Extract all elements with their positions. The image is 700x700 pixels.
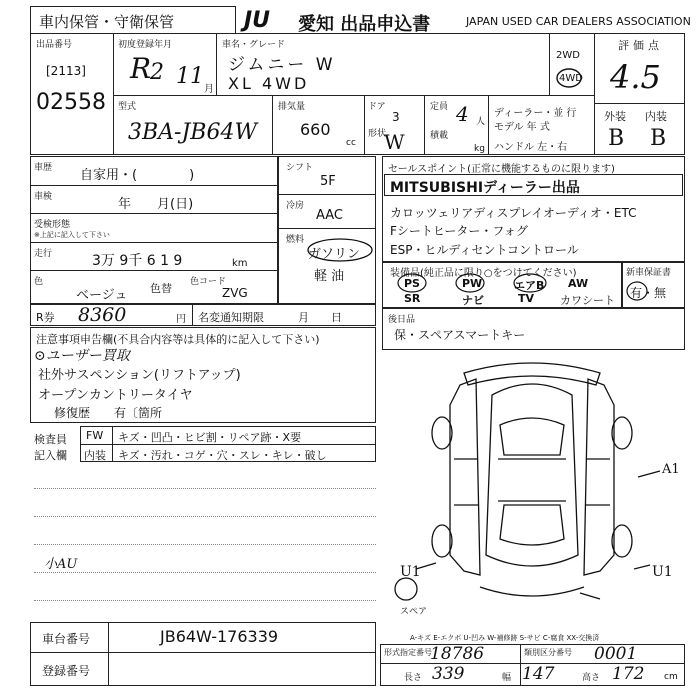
displacement-label: 排気量 — [278, 102, 306, 112]
fuel-value: ガソリン — [308, 247, 361, 262]
color-change: 色替 — [150, 282, 172, 295]
registration-label: 登録番号 — [42, 664, 91, 678]
capacity-value: 4 — [456, 102, 469, 126]
equip-aw: AW — [568, 277, 589, 290]
class-label: 類別区分番号 — [524, 648, 572, 657]
inspector-label-2: 記入欄 — [34, 449, 67, 462]
fuel-other: 軽 油 — [314, 269, 345, 284]
notes-line-1: 社外サスペンション(リフトアップ) — [38, 368, 241, 383]
inspection-value: 年 月(日) — [118, 197, 194, 212]
fuel-label: 燃料 — [286, 235, 305, 245]
equipment-label: 装備品(純正品に限り○をつけてください) — [390, 268, 577, 279]
name-change-unit: 月 日 — [298, 311, 342, 324]
score-value: 4.5 — [610, 58, 661, 96]
inspector-label-1: 検査員 — [34, 433, 67, 446]
equip-seat: カワシート — [560, 294, 615, 307]
warranty-label: 新車保証書 — [626, 268, 672, 278]
score-ext: B — [608, 126, 625, 151]
color-code-label: 色コード — [190, 277, 227, 287]
model-label: 車名・グレード — [222, 40, 286, 50]
shape-value: W — [384, 130, 405, 154]
selling-point-2: カロッツェリアディスプレイオーディオ・ETC — [390, 206, 637, 220]
score-label: 評価点 — [618, 39, 663, 52]
equip-circles — [394, 272, 564, 294]
mileage-label: 走行 — [34, 249, 53, 259]
selling-point-1: MITSUBISHIディーラー出品 — [390, 180, 580, 196]
spec-value: 18786 — [430, 644, 485, 664]
length-label: 長さ — [404, 673, 423, 683]
equip-tv: TV — [518, 292, 535, 305]
damage-legend: A-キズ E-エクボ U-凹み W-補修跡 S-サビ C-腐食 XX-交換済 — [410, 634, 600, 642]
recycle-unit: 円 — [176, 314, 186, 325]
equip-ps: PS — [404, 277, 420, 290]
chassis-value: JB64W-176339 — [160, 627, 279, 646]
mileage-value: 3万 9千 6 1 9 — [92, 253, 183, 269]
repair-value: 有〔箇所 — [114, 406, 163, 420]
mileage-unit: km — [232, 258, 248, 269]
notes-line-2: オープンカントリータイヤ — [38, 388, 193, 403]
inspector-row1-tag: FW — [86, 429, 104, 442]
diagram-handnote: 小AU — [44, 557, 78, 572]
car-diagram — [380, 355, 685, 615]
type-label: 型式 — [118, 102, 137, 112]
equip-navi: ナビ — [462, 294, 484, 307]
equip-airb: エアB — [514, 279, 545, 292]
inspector-row2-tag: 内装 — [84, 449, 106, 462]
name-change-label: 名変通知期限 — [198, 311, 264, 324]
mark-u1-left: U1 — [400, 564, 421, 580]
doors-value: 3 — [392, 110, 400, 124]
attached-label: 後日品 — [388, 315, 416, 325]
dims-unit: cm — [664, 672, 678, 682]
doors-label: ドア — [368, 102, 386, 112]
drive-4wd-circle — [554, 66, 584, 90]
storage-label: 車内保管・守衛保管 — [39, 13, 175, 31]
shape-label: 形状 — [368, 129, 387, 139]
height-value: 172 — [612, 664, 645, 684]
model-name: ジムニー W — [228, 55, 336, 75]
height-label: 高さ — [582, 673, 601, 683]
equip-pw: PW — [462, 277, 483, 290]
warranty-circle — [624, 280, 650, 302]
width-value: 147 — [522, 664, 555, 684]
inspector-row1-items: キズ・凹凸・ヒビ割・リペア跡・X要 — [118, 431, 302, 444]
drive-4wd: 4WD — [559, 73, 583, 84]
load-label: 積載 — [430, 131, 449, 141]
shift-value: 5F — [320, 174, 336, 189]
chassis-label: 車台番号 — [42, 632, 91, 646]
color-code: ZVG — [222, 286, 248, 300]
form-title: 愛知 出品申込書 — [298, 14, 431, 35]
first-reg-label: 初度登録年月 — [118, 40, 173, 50]
first-reg-year: 2 — [150, 60, 164, 85]
inspector-row2-items: キズ・汚れ・コゲ・穴・スレ・キレ・破し — [118, 449, 327, 462]
storage-box — [30, 6, 236, 34]
displacement-value: 660 — [300, 120, 331, 139]
length-value: 339 — [432, 664, 465, 684]
notes-handwritten: ⊙ユーザー買取 — [34, 348, 130, 364]
class-value: 0001 — [594, 644, 638, 664]
warranty-value: 有・無 — [630, 286, 667, 300]
logo-text: JU — [244, 8, 271, 33]
selling-point-4: ESP・ヒルディセントコントロール — [390, 243, 579, 257]
history-label: 車歴 — [34, 163, 53, 173]
dealer-line3: ハンドル 左・右 — [494, 142, 568, 153]
width-label: 幅 — [502, 673, 512, 683]
ac-label: 冷房 — [286, 201, 305, 211]
score-int-label: 内装 — [645, 110, 667, 123]
mark-u1-right: U1 — [652, 564, 673, 580]
selling-point-3: Fシートヒーター・フォグ — [390, 224, 528, 238]
history-value: 自家用・( ) — [80, 168, 195, 183]
mark-a1: A1 — [662, 462, 680, 477]
capacity-label: 定員 — [430, 102, 449, 112]
shift-label: シフト — [286, 163, 314, 173]
recycle-value: 8360 — [78, 304, 127, 326]
ju-logo — [244, 8, 270, 33]
receipt-label: 受検形態 — [34, 220, 71, 230]
dealer-line2: モデル 年 式 — [494, 122, 550, 133]
load-unit: kg — [474, 144, 485, 154]
receipt-note: ※上記に記入して下さい — [34, 231, 110, 239]
spare-label: スペア — [400, 607, 428, 617]
lot-label: 出品番号 — [36, 40, 73, 50]
spec-label: 形式指定番号 — [384, 648, 432, 657]
ac-value: AAC — [316, 208, 343, 223]
notes-label: 注意事項申告欄(不具合内容等は具体的に記入して下さい) — [36, 333, 320, 346]
color-label: 色 — [34, 277, 44, 287]
model-grade: XL 4WD — [228, 74, 310, 93]
displacement-unit: cc — [346, 138, 356, 148]
association-name: JAPAN USED CAR DEALERS ASSOCIATION — [466, 15, 691, 28]
recycle-label: R券 — [36, 311, 55, 324]
equip-sr: SR — [404, 292, 421, 305]
dealer-line1: ディーラー・並 行 — [494, 108, 577, 119]
score-int: B — [650, 126, 667, 151]
first-reg-month: 11 — [176, 64, 204, 89]
type-value: 3BA-JB64W — [128, 120, 258, 145]
capacity-unit: 人 — [476, 117, 486, 127]
score-ext-label: 外装 — [604, 110, 626, 123]
color-value: ベージュ — [76, 288, 128, 303]
inspection-label: 車検 — [34, 192, 53, 202]
first-reg-era: R — [130, 52, 152, 85]
fuel-circle — [304, 236, 374, 264]
first-reg-month-unit: 月 — [204, 84, 214, 95]
attached-value: 保・スペアスマートキー — [394, 328, 526, 342]
drive-2wd: 2WD — [556, 50, 580, 61]
lot-number: 02558 — [36, 90, 106, 115]
lot-sub-number: [2113] — [46, 64, 86, 78]
repair-label: 修復歴 — [54, 406, 91, 420]
selling-points-label: セールスポイント(正常に機能するものに限ります) — [388, 164, 615, 175]
